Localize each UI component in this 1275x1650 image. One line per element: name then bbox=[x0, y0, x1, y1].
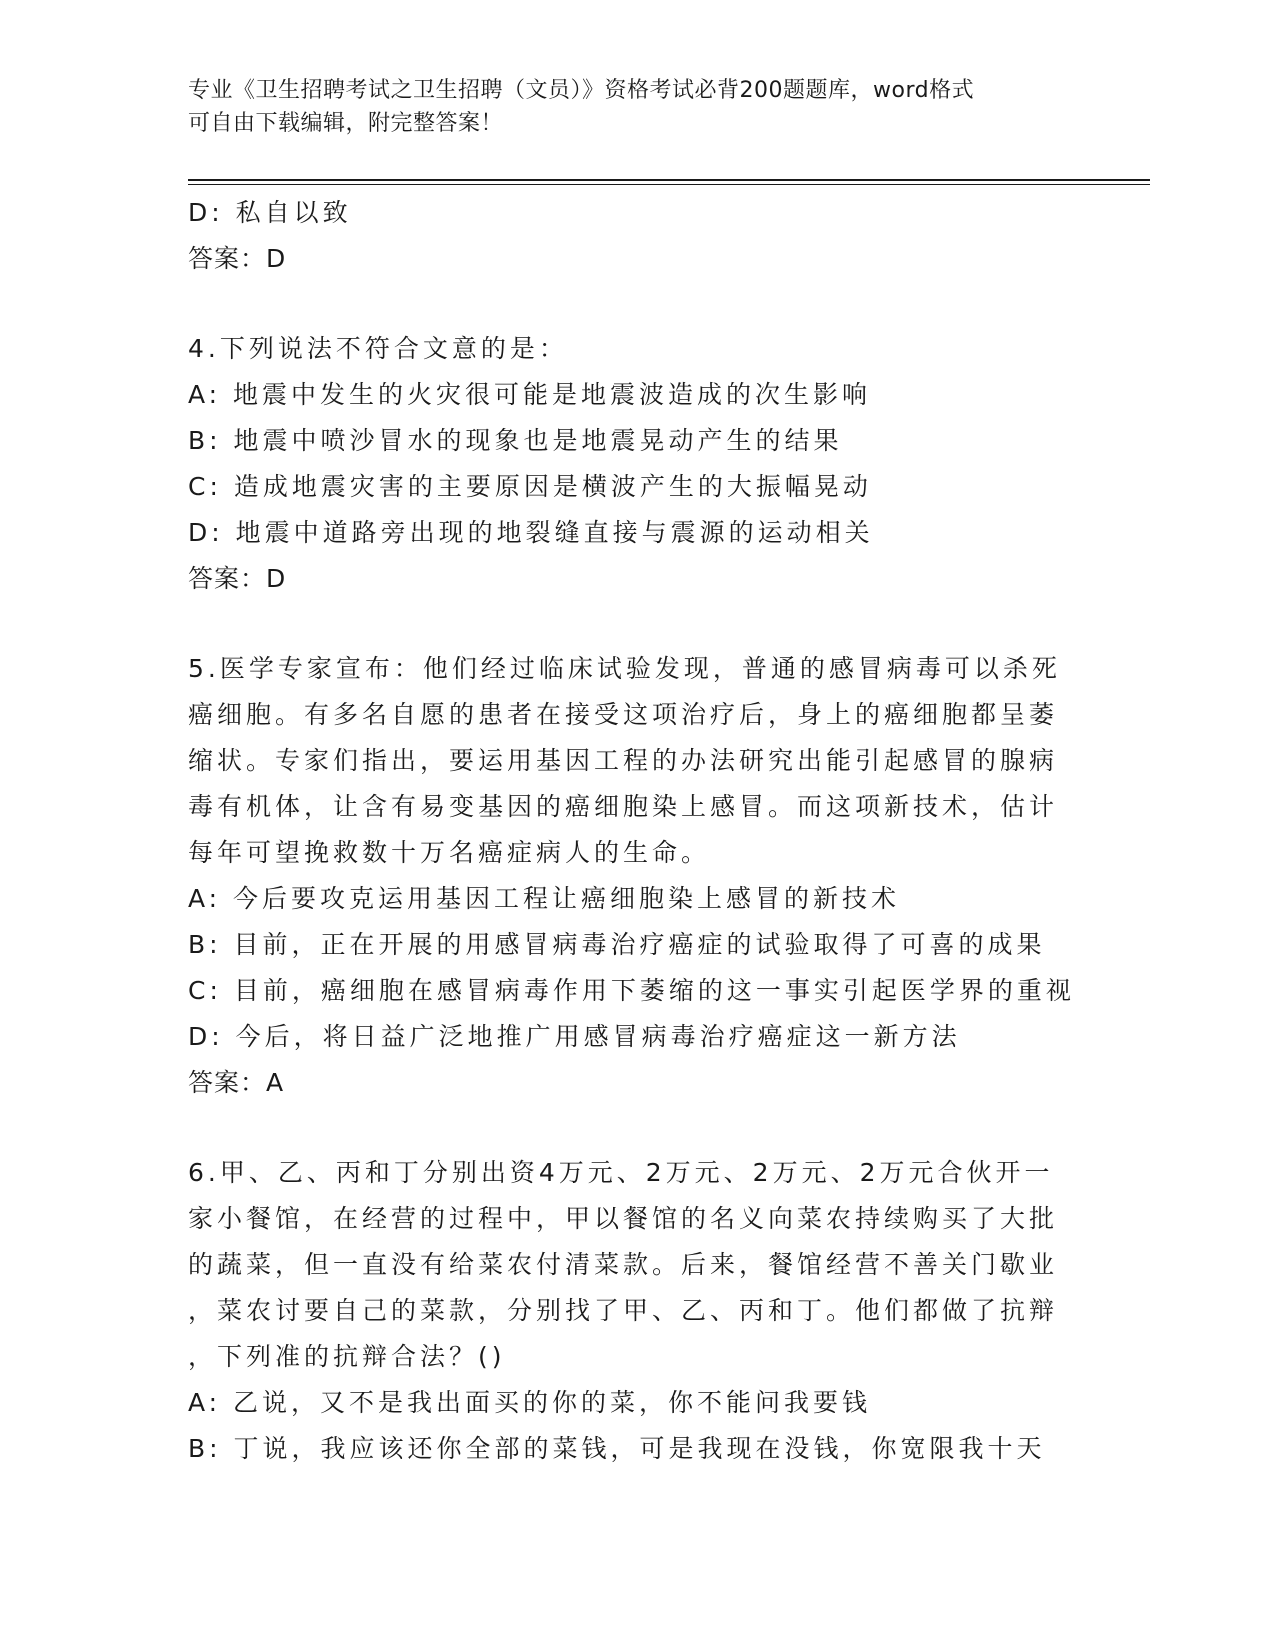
q4-option-a: A: 地震中发生的火灾很可能是地震波造成的次生影响 bbox=[188, 380, 872, 409]
q6-question-line: ，下列准的抗辩合法？() bbox=[188, 1342, 506, 1371]
q4-option-b: B: 地震中喷沙冒水的现象也是地震晃动产生的结果 bbox=[188, 426, 843, 455]
header-divider-thick bbox=[188, 179, 1150, 181]
q6-option-a: A: 乙说，又不是我出面买的你的菜，你不能问我要钱 bbox=[188, 1388, 872, 1417]
question-4 bbox=[188, 326, 1068, 602]
q6-option-b: B: 丁说，我应该还你全部的菜钱，可是我现在没钱，你宽限我十天 bbox=[188, 1434, 1046, 1463]
question-6 bbox=[188, 1150, 1068, 1472]
q6-question-line: 6.甲、乙、丙和丁分别出资4万元、2万元、2万元、2万元合伙开一 bbox=[188, 1158, 1054, 1187]
q4-option-c: C: 造成地震灾害的主要原因是横波产生的大振幅晃动 bbox=[188, 472, 872, 501]
q6-question-line: ，菜农讨要自己的菜款，分别找了甲、乙、丙和丁。他们都做了抗辩 bbox=[188, 1296, 1059, 1325]
q5-question-line: 癌细胞。有多名自愿的患者在接受这项治疗后，身上的癌细胞都呈萎 bbox=[188, 700, 1059, 729]
q5-option-b: B: 目前，正在开展的用感冒病毒治疗癌症的试验取得了可喜的成果 bbox=[188, 930, 1046, 959]
q6-question-line: 的蔬菜，但一直没有给菜农付清菜款。后来，餐馆经营不善关门歇业 bbox=[188, 1250, 1059, 1279]
question-5 bbox=[188, 646, 1075, 1106]
q4-option-d: D: 地震中道路旁出现的地裂缝直接与震源的运动相关 bbox=[188, 518, 874, 547]
document-header bbox=[188, 74, 1068, 140]
document-body bbox=[188, 190, 1075, 1472]
q4-question: 4.下列说法不符合文意的是： bbox=[188, 334, 568, 363]
q4-answer: 答案：D bbox=[188, 564, 287, 593]
header-divider-thin bbox=[188, 184, 1150, 185]
q3-option-d: D: 私自以致 bbox=[188, 198, 352, 227]
q5-question-line: 毒有机体，让含有易变基因的癌细胞染上感冒。而这项新技术，估计 bbox=[188, 792, 1059, 821]
q5-question-line: 5.医学专家宣布：他们经过临床试验发现，普通的感冒病毒可以杀死 bbox=[188, 654, 1061, 683]
q5-option-d: D: 今后，将日益广泛地推广用感冒病毒治疗癌症这一新方法 bbox=[188, 1022, 961, 1051]
q3-answer: 答案：D bbox=[188, 244, 287, 273]
q5-answer: 答案：A bbox=[188, 1068, 285, 1097]
q5-question-line: 缩状。专家们指出，要运用基因工程的办法研究出能引起感冒的腺病 bbox=[188, 746, 1059, 775]
header-line-1: 专业《卫生招聘考试之卫生招聘（文员）》资格考试必背200题题库，word格式 bbox=[188, 78, 975, 103]
q5-option-c: C: 目前，癌细胞在感冒病毒作用下萎缩的这一事实引起医学界的重视 bbox=[188, 976, 1075, 1005]
question-3-tail bbox=[188, 190, 1068, 282]
q5-option-a: A: 今后要攻克运用基因工程让癌细胞染上感冒的新技术 bbox=[188, 884, 901, 913]
q5-question-line: 每年可望挽救数十万名癌症病人的生命。 bbox=[188, 838, 711, 867]
header-line-2: 可自由下载编辑，附完整答案！ bbox=[188, 111, 504, 136]
q6-question-line: 家小餐馆，在经营的过程中，甲以餐馆的名义向菜农持续购买了大批 bbox=[188, 1204, 1059, 1233]
